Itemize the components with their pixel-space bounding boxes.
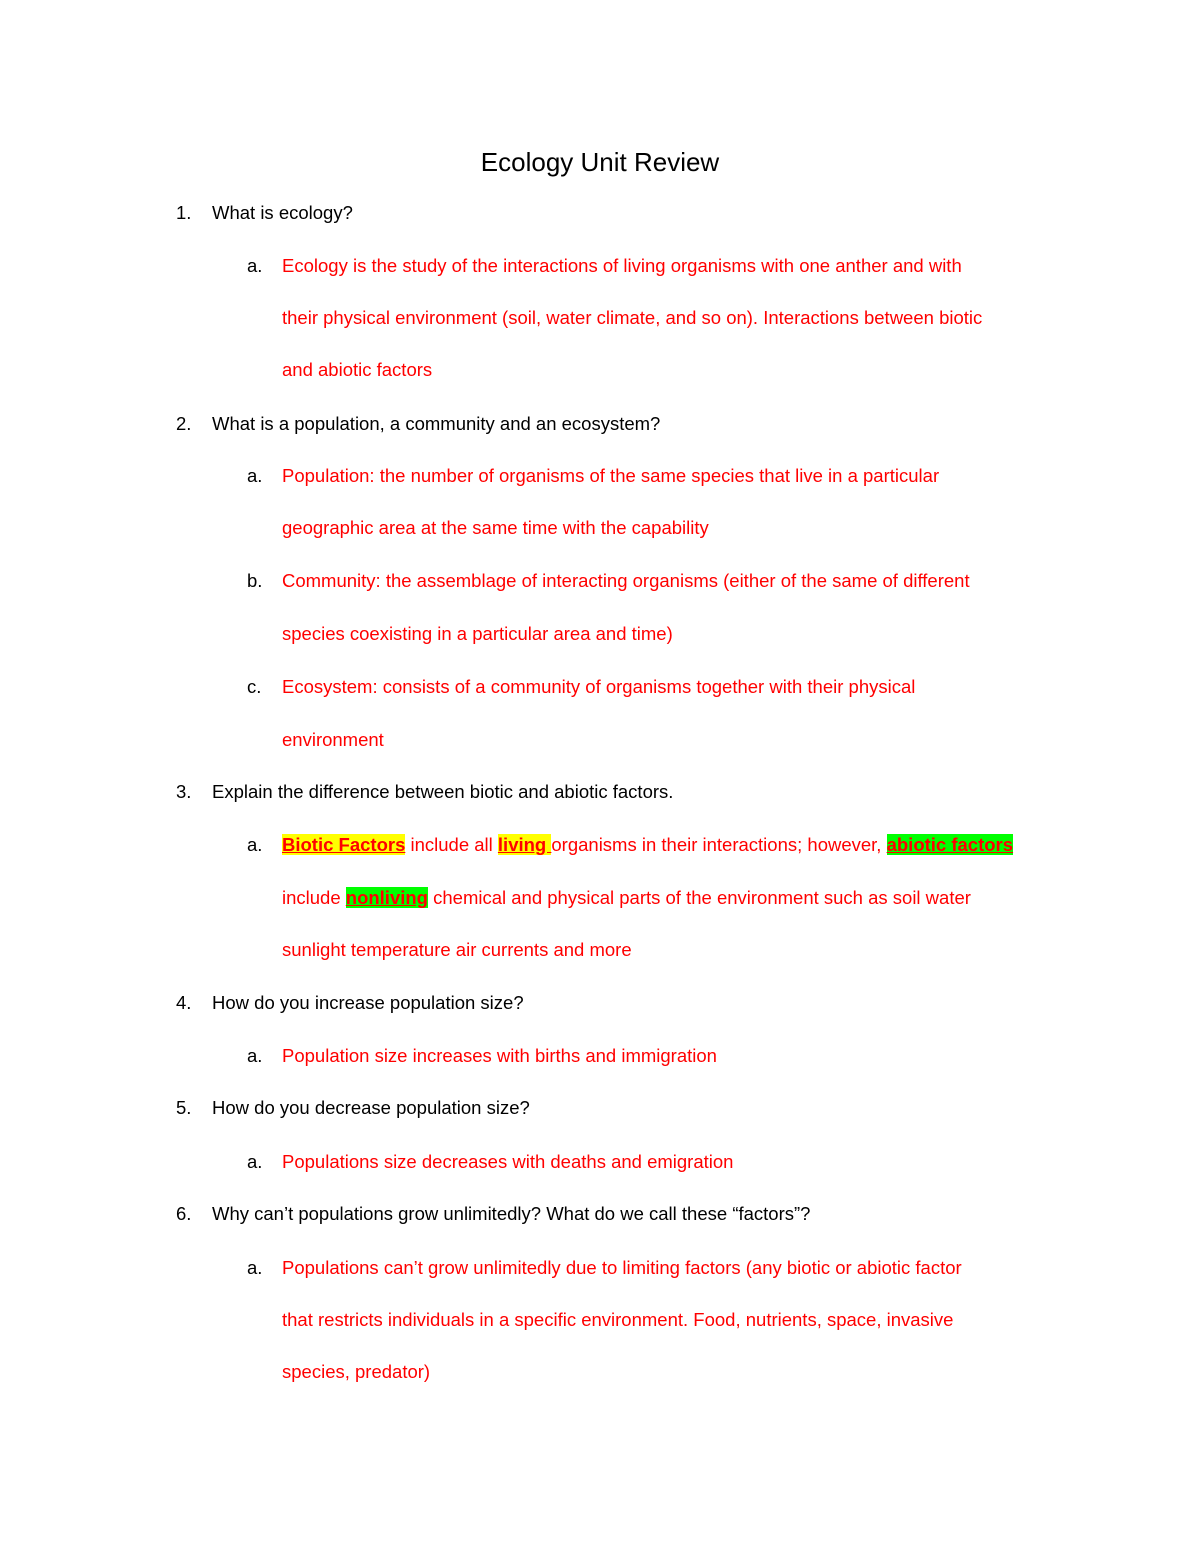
answer-line: [282, 885, 971, 911]
answer-line: their physical environment (soil, water climate, and so on). Interactions between biotic: [282, 307, 983, 328]
answer-letter: a.: [247, 255, 263, 276]
answer-letter: a.: [247, 465, 263, 486]
question-text: How do you increase population size?: [212, 992, 524, 1013]
answer-line: Ecosystem: consists of a community of organisms together with their physical: [282, 676, 916, 697]
nonliving-highlight: nonliving: [345, 887, 428, 908]
answer-text: organisms in their interactions; however,: [551, 834, 887, 855]
answer-line: environment: [282, 729, 384, 750]
biotic-factors-highlight: Biotic Factors: [282, 834, 406, 855]
question-text: Explain the difference between biotic and abiotic factors.: [212, 781, 674, 802]
question-text: What is a population, a community and an ecosystem?: [212, 413, 661, 434]
answer-line: [282, 832, 1013, 858]
answer-letter: a.: [247, 1151, 263, 1172]
answer-letter: c.: [247, 676, 262, 697]
question-number: 6.: [176, 1203, 192, 1224]
answer-line: that restricts individuals in a specific environment. Food, nutrients, space, invasive: [282, 1309, 954, 1330]
question-number: 2.: [176, 413, 192, 434]
question-text: What is ecology?: [212, 202, 353, 223]
answer-text: include all: [405, 834, 498, 855]
page-title: Ecology Unit Review: [480, 147, 720, 177]
living-highlight: living: [497, 834, 552, 855]
answer-line: Community: the assemblage of interacting organisms (either of the same of different: [282, 570, 970, 591]
question-text: How do you decrease population size?: [212, 1097, 530, 1118]
question-number: 1.: [176, 202, 192, 223]
answer-text: chemical and physical parts of the environment such as soil water: [427, 887, 971, 908]
question-number: 5.: [176, 1097, 192, 1118]
answer-letter: a.: [247, 1257, 263, 1278]
answer-letter: a.: [247, 834, 263, 855]
question-text: Why can’t populations grow unlimitedly? What do we call these “factors”?: [212, 1203, 811, 1224]
answer-line: Populations size decreases with deaths and emigration: [282, 1151, 734, 1172]
question-number: 4.: [176, 992, 192, 1013]
answer-line: Population: the number of organisms of the same species that live in a particular: [282, 465, 940, 486]
answer-text: include: [282, 887, 346, 908]
answer-line: Population size increases with births and immigration: [282, 1045, 717, 1066]
answer-line: Ecology is the study of the interactions of living organisms with one anther and with: [282, 255, 962, 276]
answer-line: geographic area at the same time with the capability: [282, 517, 709, 538]
answer-line: species coexisting in a particular area and time): [282, 623, 673, 644]
answer-line: sunlight temperature air currents and more: [282, 939, 632, 960]
answer-line: and abiotic factors: [282, 359, 433, 380]
answer-letter: b.: [247, 570, 263, 591]
abiotic-factors-highlight: abiotic factors: [886, 834, 1014, 855]
answer-letter: a.: [247, 1045, 263, 1066]
answer-line: Populations can’t grow unlimitedly due to limiting factors (any biotic or abiotic factor: [282, 1257, 962, 1278]
answer-line: species, predator): [282, 1361, 431, 1382]
question-number: 3.: [176, 781, 192, 802]
